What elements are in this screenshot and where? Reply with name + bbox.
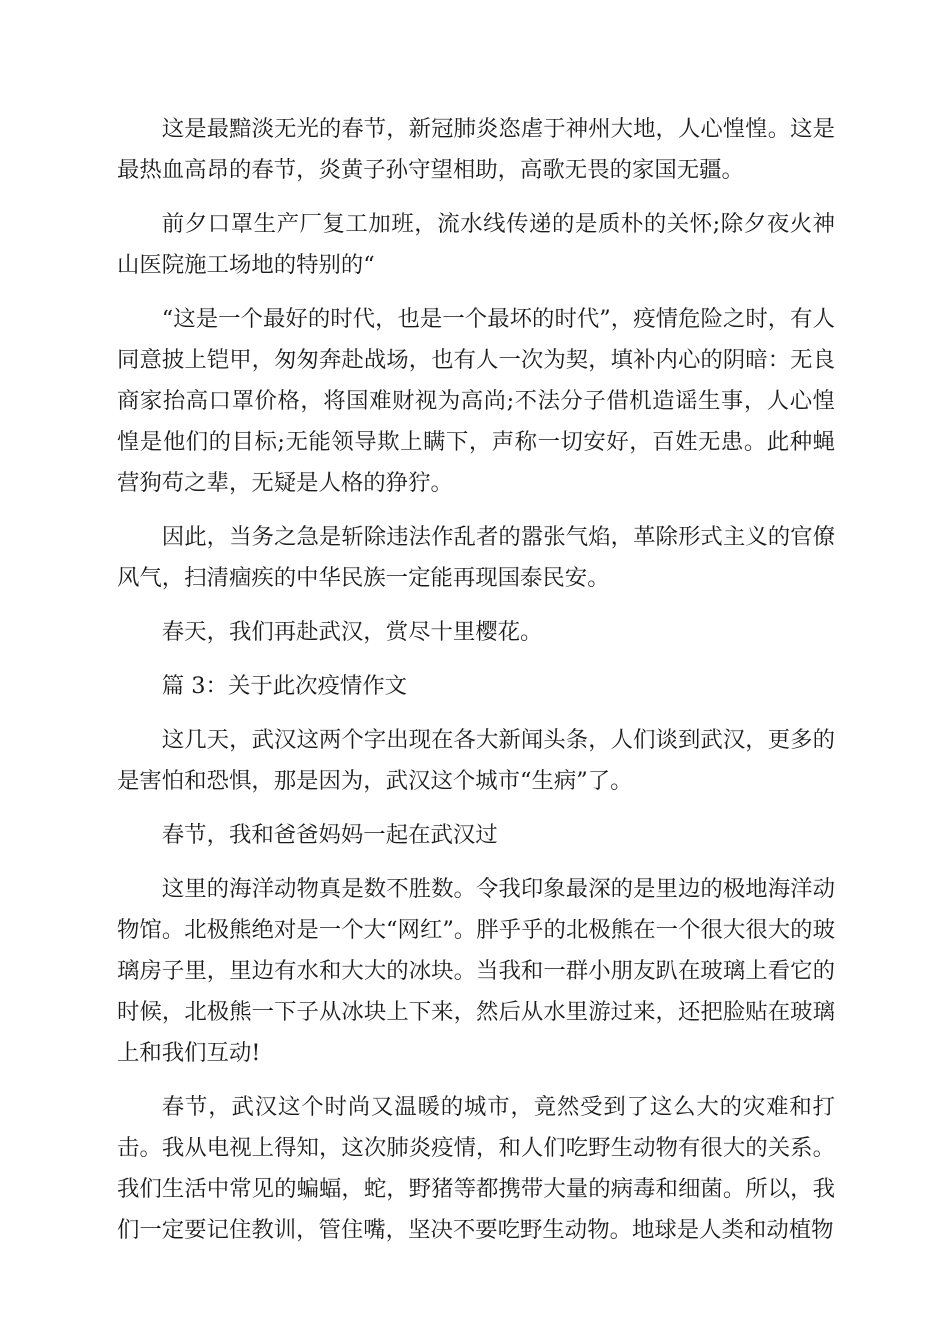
- paragraph-2: 前夕口罩生产厂复工加班，流水线传递的是质朴的关怀;除夕夜火神山医院施工场地的特别的“: [117, 211, 835, 278]
- paragraph-4: 因此，当务之急是斩除违法作乱者的嚣张气焰，革除形式主义的官僚风气，扫清痼疾的中华民族一定能再现国泰民安。: [117, 524, 835, 591]
- paragraph-8: 这里的海洋动物真是数不胜数。令我印象最深的是里边的极地海洋动物馆。北极熊绝对是一个大“网红”。胖乎乎的北极熊在一个很大很大的玻璃房子里，里边有水和大大的冰块。当我和一群小朋友趴在玻璃上看它的时候，北极熊一下子从冰块上下来，然后从水里游过来，还把脸贴在玻璃上和我们互动!: [117, 876, 835, 1066]
- paragraph-5: 春天，我们再赴武汉，赏尽十里樱花。: [161, 619, 543, 645]
- section-heading: 篇 3：关于此次疫情作文: [161, 673, 408, 699]
- paragraph-9: 春节，武汉这个时尚又温暖的城市，竟然受到了这么大的灾难和打击。我从电视上得知，这次肺炎疫情，和人们吃野生动物有很大的关系。我们生活中常见的蝙蝠，蛇，野猪等都携带大量的病毒和细菌。所以，我们一定要记住教训，管住嘴，坚决不要吃野生动物。地球是人类和动植物: [117, 1094, 835, 1243]
- paragraph-7: 春节，我和爸爸妈妈一起在武汉过: [161, 822, 498, 848]
- document-body: [117, 109, 835, 1264]
- paragraph-1: 这是最黯淡无光的春节，新冠肺炎恣虐于神州大地，人心惶惶。这是最热血高昂的春节，炎黄子孙守望相助，高歌无畏的家国无疆。: [117, 116, 835, 183]
- paragraph-6: 这几天，武汉这两个字出现在各大新闻头条，人们谈到武汉，更多的是害怕和恐惧，那是因为，武汉这个城市“生病”了。: [117, 727, 835, 794]
- paragraph-3: “这是一个最好的时代，也是一个最坏的时代”，疫情危险之时，有人同意披上铠甲，匆匆奔赴战场，也有人一次为契，填补内心的阴暗：无良商家抬高口罩价格，将国难财视为高尚;不法分子借机造谣生事，人心惶惶是他们的目标;无能领导欺上瞒下，声称一切安好，百姓无患。此种蝇营狗苟之辈，无疑是人格的狰狞。: [117, 306, 835, 496]
